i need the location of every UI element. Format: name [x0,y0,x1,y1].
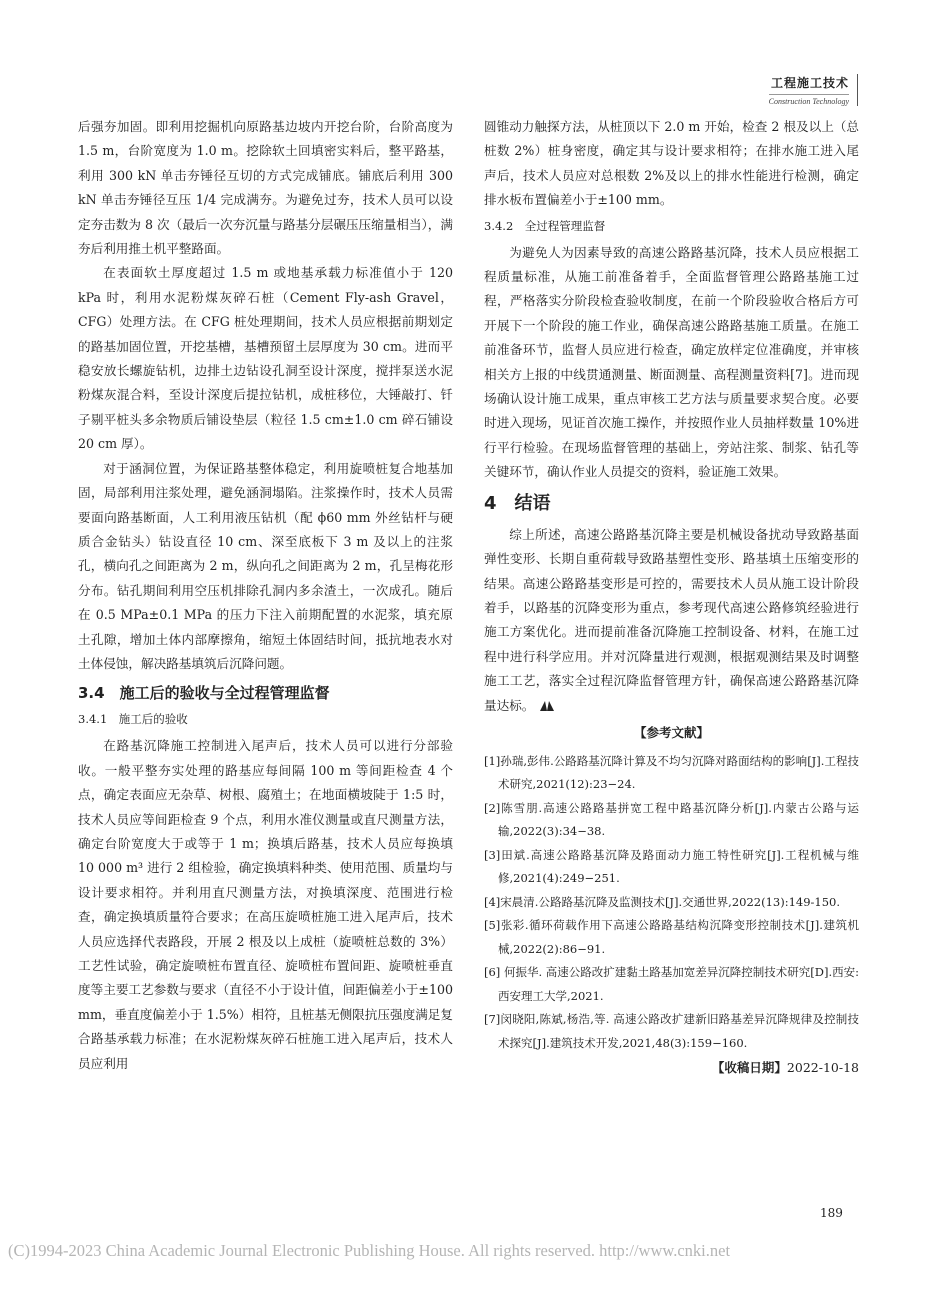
paragraph: 对于涵洞位置，为保证路基整体稳定，利用旋喷桩复合地基加固，局部利用注浆处理，避免涵洞塌陷。注浆操作时，技术人员需要面向路基断面，人工利用液压钻机（配 ϕ60 mm 外丝钻杆与硬质合金钻头）钻设直径 10 cm、深至底板下 3 m 及以上的注浆孔，横向孔之间距离为 2 m，纵向孔之间距离为 2 m，孔呈梅花形分布。钻孔期间利用空压机排除孔洞内多余渣土，一次成孔。随后在 0.5 MPa±0.1 MPa 的压力下注入前期配置的水泥浆，填充原土孔隙，增加土体内部摩擦角，缩短土体固结时间，抵抗地表水对土体侵蚀，解决路基填筑后沉降问题。 [78,460,453,671]
reference-item: [6] 何振华. 高速公路改扩建黏土路基加宽差异沉降控制技术研究[D].西安:西安理工大学,2021. [484,965,859,1003]
end-mark-icon [538,699,556,713]
subsection-heading-3-4-2: 3.4.2 全过程管理监督 [484,218,606,233]
conclusion-text: 综上所述，高速公路路基沉降主要是机械设备扰动导致路基面弹性变形、长期自重荷载导致路基塑性变形、路基填土压缩变形的结果。高速公路路基变形是可控的，需要技术人员从施工设计阶段着手，以路基的沉降变形为重点，参考现代高速公路修筑经验进行施工方案优化。进而提前准备沉降施工控制设备、材料，在施工过程中进行科学应用。并对沉降量进行观测，根据观测结果及时调整施工工艺，落实全过程沉降监督管理方针，确保高速公路路基沉降量达标。 [484,526,859,713]
reference-item: [3]田斌.高速公路路基沉降及路面动力施工特性研究[J].工程机械与维修,2021(4):249−251. [484,847,859,886]
journal-title-en: Construction Technology [769,94,849,106]
reference-item: [7]闵晓阳,陈斌,杨浩,等. 高速公路改扩建新旧路基差异沉降规律及控制技术探究[J].建筑技术开发,2021,48(3):159−160. [484,1012,859,1050]
references-title: 【参考文献】 [633,724,709,740]
subsection-heading-3-4-1: 3.4.1 施工后的验收 [78,712,188,727]
paragraph: 在路基沉降施工控制进入尾声后，技术人员可以进行分部验收。一般平整夯实处理的路基应每间隔 100 m 等间距检查 4 个点，确定表面应无杂草、树根、腐殖土；在地面横坡陡于 1:5 时，技术人员应等间距检查 9 个点，利用水准仪测量或直尺测量方法，确定台阶宽度大于或等于 1 m；换填后路基，技术人员应每换填 10 000 m³ 进行 2 组检验，确定换填料种类、使用范围、质量均与设计要求相符。并利用直尺测量方法，对换填深度、范围进行检查，确定换填质量符合要求；在高压旋喷桩施工进入尾声后，技术人员应选择代表路段，开展 2 根及以上成桩（旋喷桩总数的 3%）工艺性试验，确定旋喷桩布置直径、旋喷桩布置间距、旋喷桩垂直度等主要工艺参数与要求（直径不小于设计值，间距偏差小于±100 mm，垂直度偏差小于 1.5%）相符，且桩基无侧限抗压强度满足复合路基承载力标准；在水泥粉煤灰碎石桩施工进入尾声后，技术人员应利用 [78,738,453,1071]
reference-item: [5]张彩.循环荷载作用下高速公路路基结构沉降变形控制技术[J].建筑机械,2022(2):86−91. [484,918,859,956]
paragraph: 圆锥动力触探方法，从桩顶以下 2.0 m 开始，检查 2 根及以上（总桩数 2%）桩身密度，确定其与设计要求相符；在排水施工进入尾声后，技术人员应对总根数 2%及以上的排水性能进行检测，确定排水板布置偏差小于±100 mm。 [484,119,859,208]
reference-item: [1]孙瑞,彭伟.公路路基沉降计算及不均匀沉降对路面结构的影响[J].工程技术研究,2021(12):23−24. [484,753,859,792]
reference-item: [2]陈雪朋.高速公路路基拼宽工程中路基沉降分析[J].内蒙古公路与运输,2022(3):34−38. [484,800,859,839]
journal-header [769,74,858,106]
received-label: 【收稿日期】 [711,1060,787,1076]
paragraph: 在表面软土厚度超过 1.5 m 或地基承载力标准值小于 120 kPa 时，利用水泥粉煤灰碎石桩（Cement Fly-ash Gravel，CFG）处理方法。在 CFG 桩处理期间，技术人员应根据前期划定的路基加固位置，开挖基槽，基槽预留土层厚度为 30 cm。进而平稳安放长螺旋钻机，边排土边钻设孔洞至设计深度，搅拌泵送水泥粉煤灰混合料，至设计深度后提拉钻机，成桩移位，大锤敲打、钎子剔平桩头多余物质后铺设垫层（粒径 1.5 cm±1.0 cm 碎石铺设 20 cm 厚）。 [78,265,453,452]
section-heading-4: 4 结语 [484,492,551,514]
reference-item: [4]宋晨清.公路路基沉降及监测技术[J].交通世界,2022(13):149-150. [484,894,841,909]
section-heading-3-4: 3.4 施工后的验收与全过程管理监督 [78,684,330,703]
paragraph: 为避免人为因素导致的高速公路路基沉降，技术人员应根据工程质量标准，从施工前准备着手，全面监督管理公路路基施工过程，严格落实分阶段检查验收制度，在前一个阶段验收合格后方可开展下一个阶段的施工作业，确保高速公路路基施工质量。在施工前准备环节，监督人员应进行检查，确定放样定位准确度，并审核相关方上报的中线贯通测量、断面测量、高程测量资料[7]。进而现场确认设计施工成果，重点审核工艺方法与质量要求契合度。必要时进入现场，见证首次施工操作，并按照作业人员抽样数量 10%进行平行检验。在现场监督管理的基础上，旁站注浆、制浆、钻孔等关键环节，确认作业人员提交的资料，验证施工效果。 [484,244,859,480]
received-date-value: 2022-10-18 [786,1060,859,1076]
left-column [78,115,453,1076]
received-date [484,1057,859,1079]
paragraph [484,523,859,718]
right-column [484,115,859,1079]
page-number: 189 [820,1206,843,1220]
paragraph: 后强夯加固。即利用挖掘机向原路基边坡内开挖台阶，台阶高度为 1.5 m，台阶宽度为 1.0 m。挖除软土回填密实料后，整平路基，利用 300 kN 单击夯锤径互切的方式完成铺底。铺底后利用 300 kN 单击夯锤径互压 1/4 完成满夯。为避免过夯，技术人员可以设定夯击数为 8 次（最后一次夯沉量与路基分层碾压压缩量相当），满夯后利用推土机平整路面。 [78,119,453,257]
journal-title-cn: 工程施工技术 [770,76,849,90]
copyright-footer: (C)1994-2023 China Academic Journal Electronic Publishing House. All rights reserved. http://www.cnki.net [8,1241,731,1260]
